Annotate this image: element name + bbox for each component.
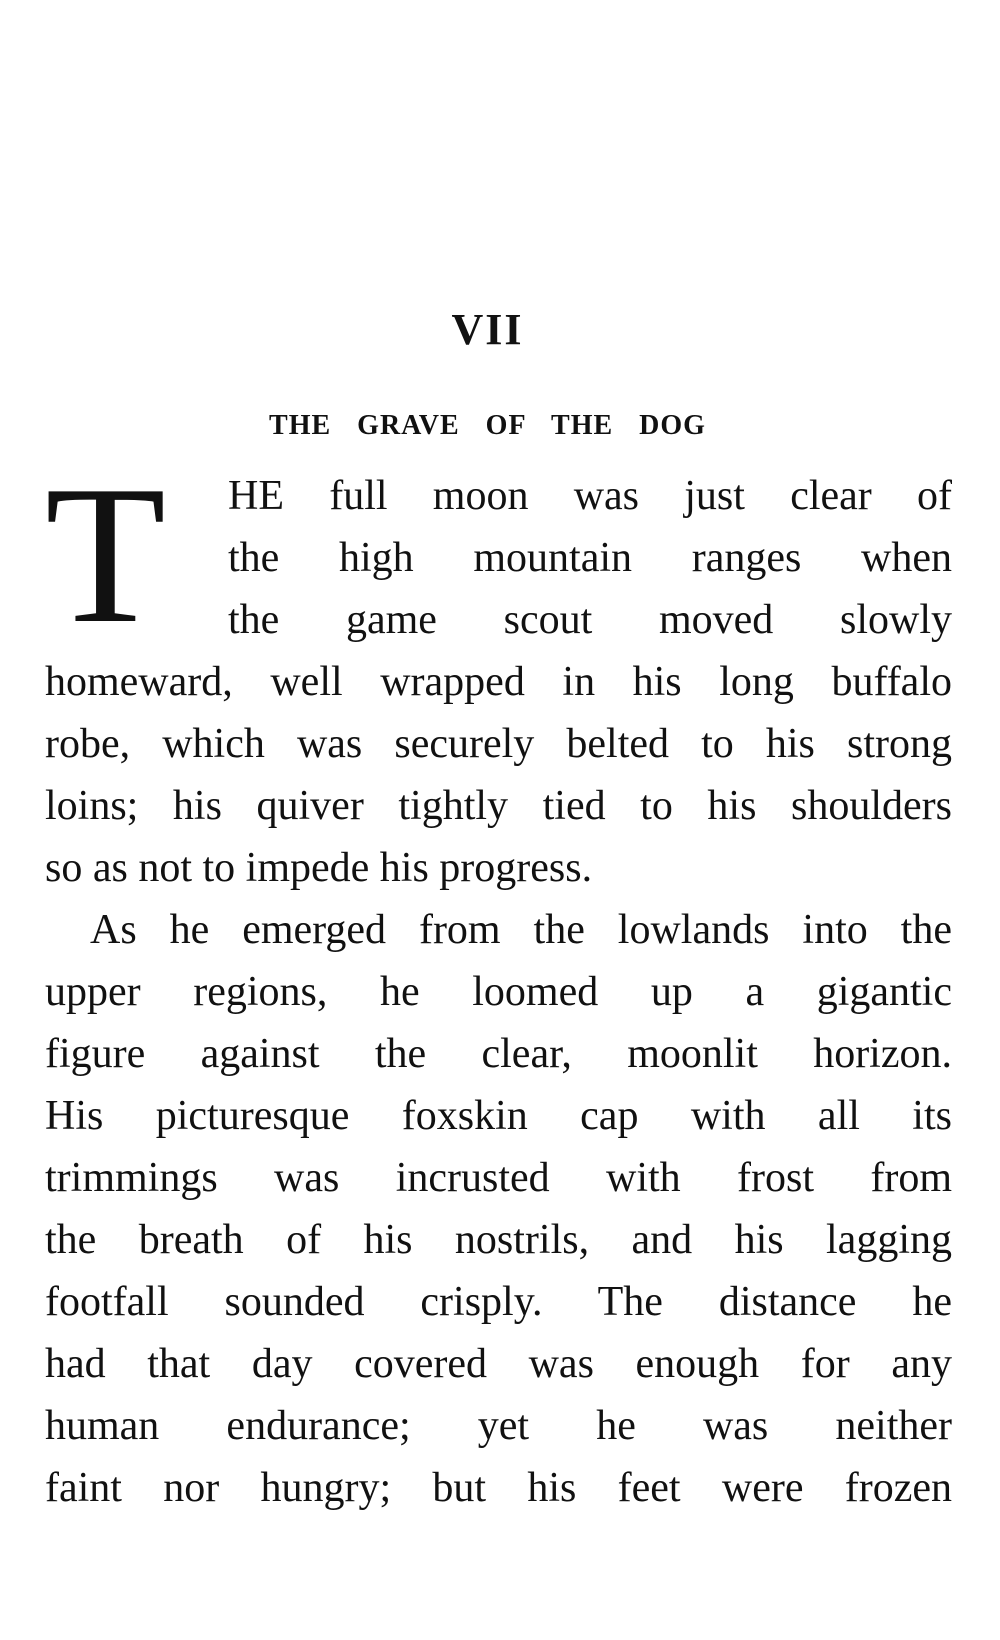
- text-line: figure against the clear, moonlit horizon.: [45, 1031, 952, 1077]
- paragraph-1: [45, 445, 952, 899]
- text-line: the breath of his nostrils, and his lagging: [45, 1217, 952, 1263]
- text-line: HE full moon was just clear of: [228, 473, 952, 519]
- dropcap-lines: [228, 465, 952, 651]
- text-line: had that day covered was enough for any: [45, 1341, 952, 1387]
- chapter-body: [45, 445, 952, 1519]
- text-line: As he emerged from the lowlands into the: [90, 907, 952, 953]
- text-line: trimmings was incrusted with frost from: [45, 1155, 952, 1201]
- text-line: the high mountain ranges when: [228, 535, 952, 581]
- chapter-number: VII: [451, 305, 524, 354]
- text-line: His picturesque foxskin cap with all its: [45, 1093, 952, 1139]
- paragraph-2: [45, 899, 952, 1519]
- text-line: human endurance; yet he was neither: [45, 1403, 952, 1449]
- text-line: the game scout moved slowly: [228, 597, 952, 643]
- chapter-title: THE GRAVE OF THE DOG: [269, 410, 706, 441]
- text-line: robe, which was securely belted to his strong: [45, 721, 952, 767]
- text-line: footfall sounded crisply. The distance he: [45, 1279, 952, 1325]
- drop-cap-letter: T: [45, 445, 166, 664]
- text-line: loins; his quiver tightly tied to his shoulders: [45, 783, 952, 829]
- dropcap-block: [45, 445, 952, 664]
- text-line: so as not to impede his progress.: [45, 845, 593, 891]
- text-line: faint nor hungry; but his feet were frozen: [45, 1465, 952, 1511]
- text-line: upper regions, he loomed up a gigantic: [45, 969, 952, 1015]
- text-line: homeward, well wrapped in his long buffalo: [45, 659, 952, 705]
